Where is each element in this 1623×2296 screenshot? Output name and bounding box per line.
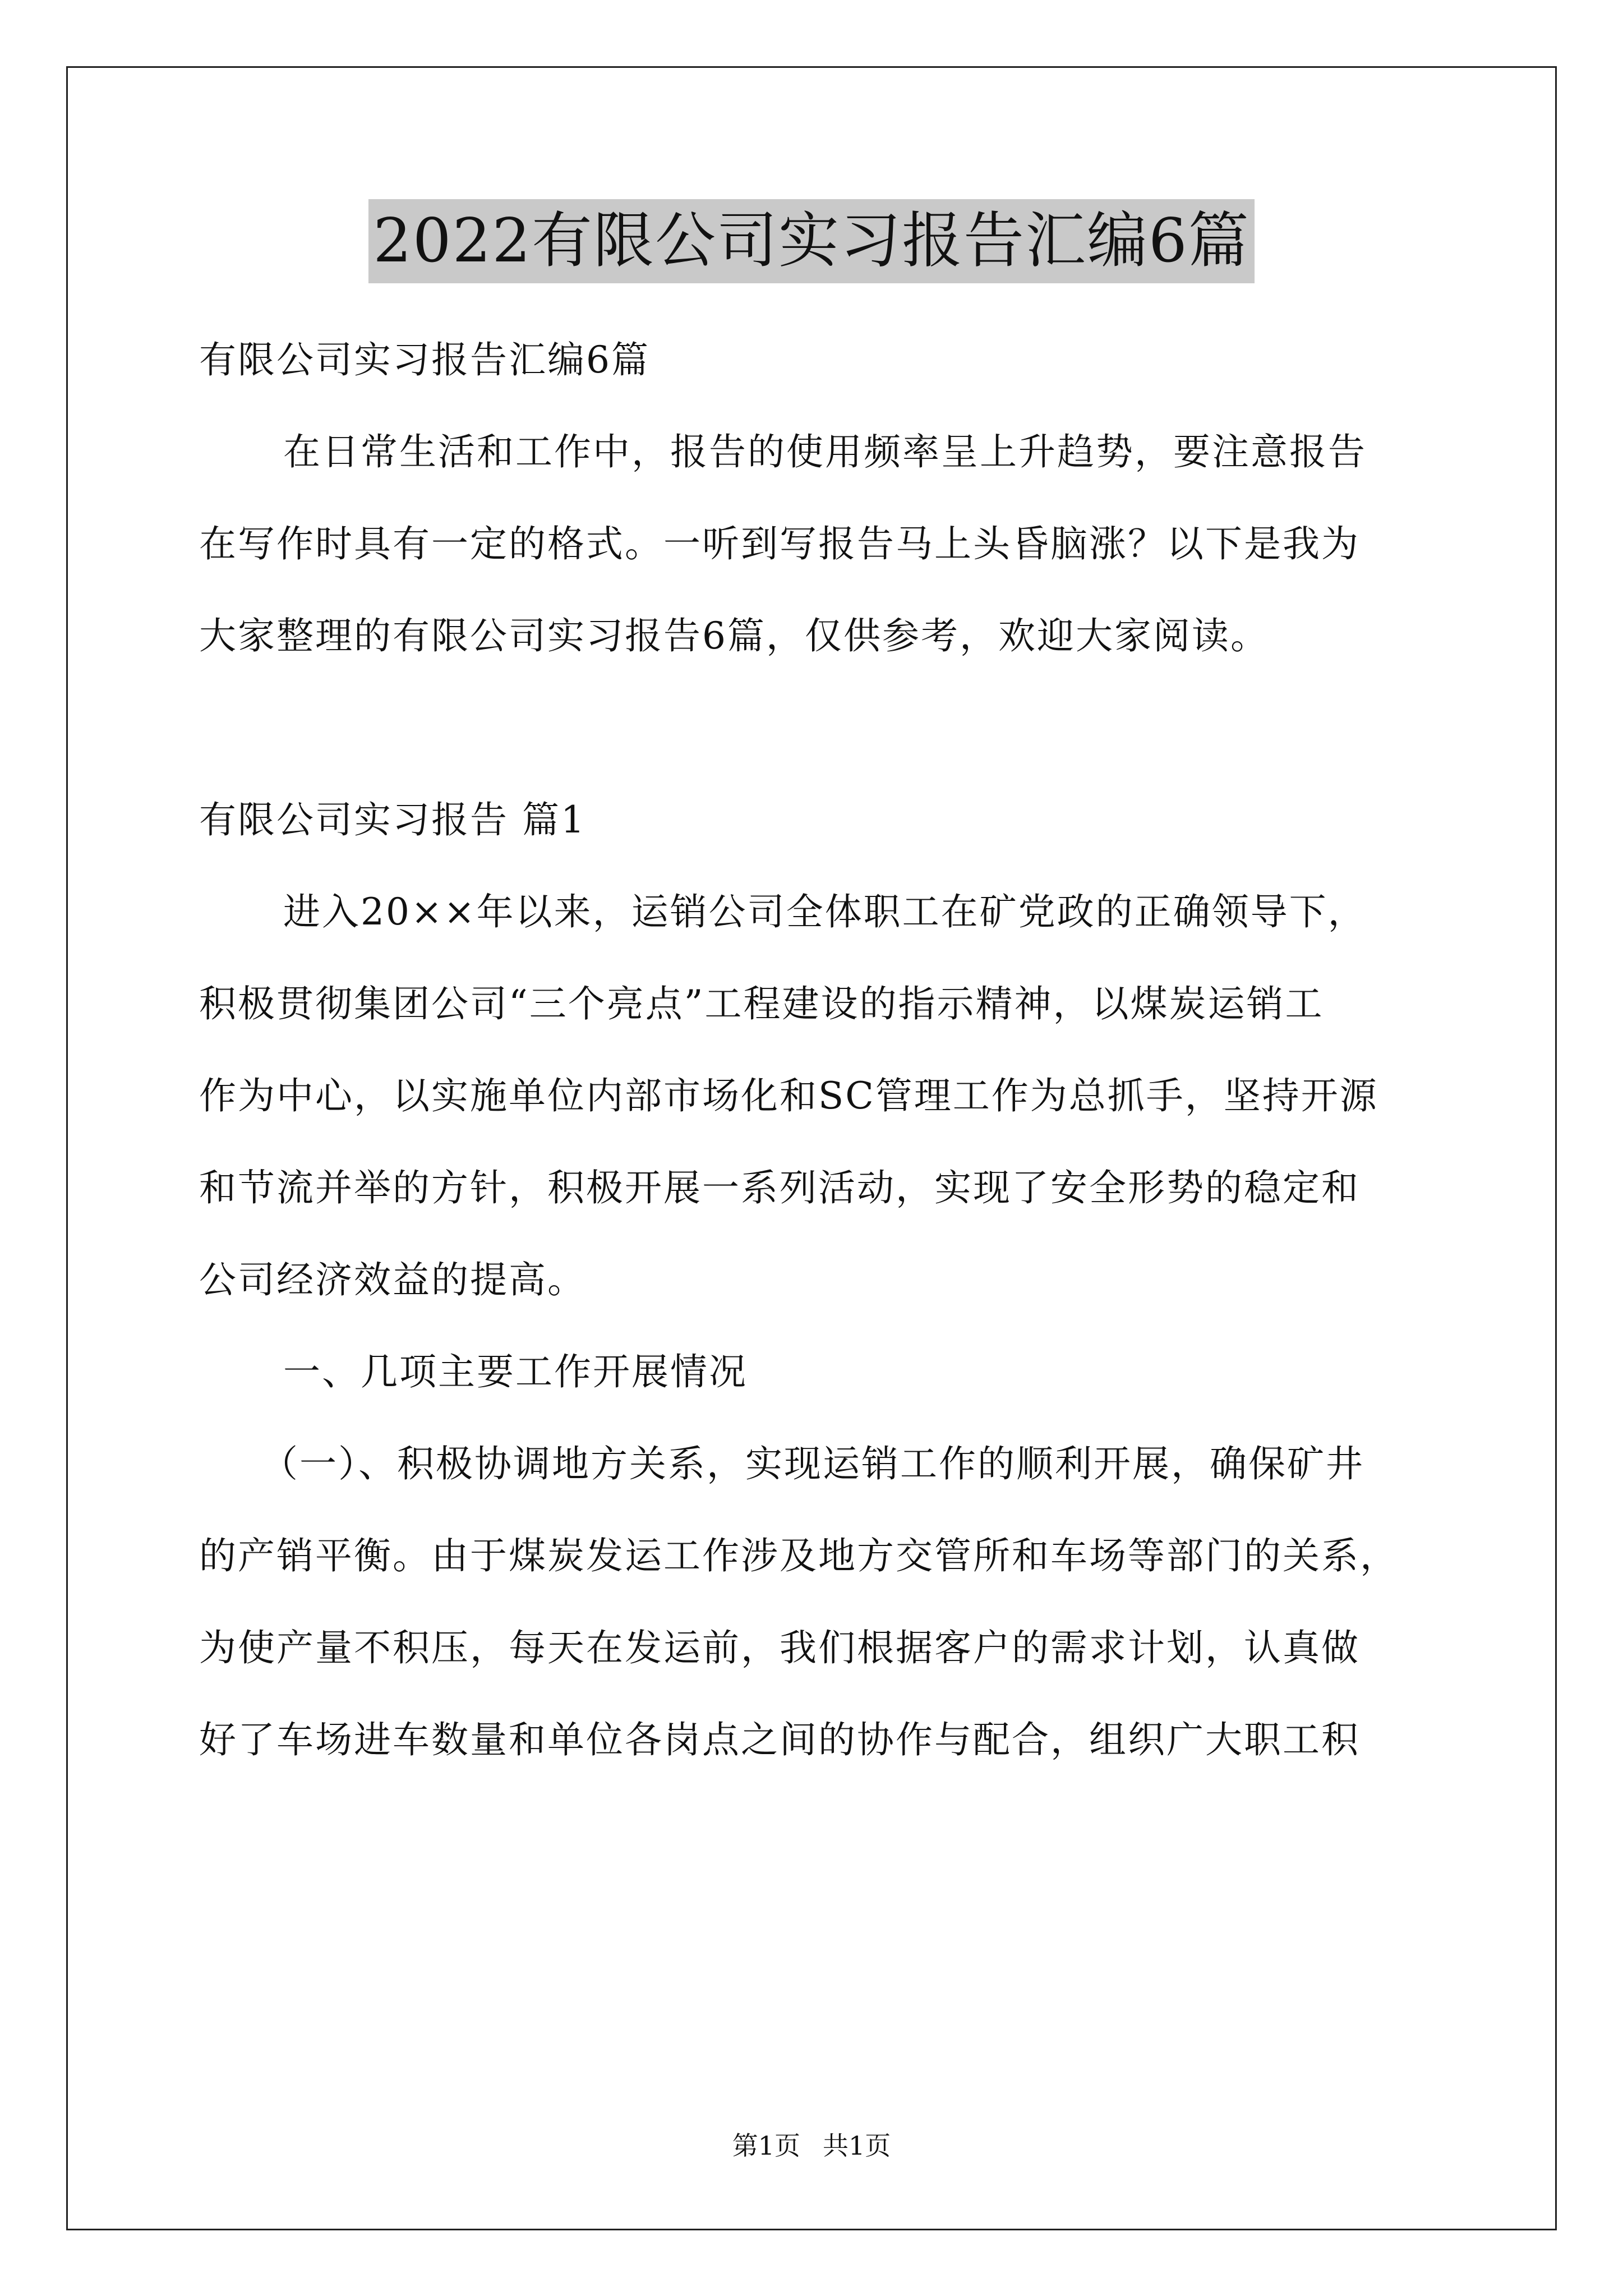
paragraph-line: （一）、积极协调地方关系，实现运销工作的顺利开展，确保矿井: [261, 1442, 1364, 1485]
intro-line-1: 在日常生活和工作中，报告的使用频率呈上升趋势，要注意报告: [283, 430, 1367, 473]
blank-line: [199, 682, 1433, 774]
paragraph-line: 和节流并举的方针，积极开展一系列活动，实现了安全形势的稳定和: [199, 1166, 1360, 1209]
paragraph-line: 公司经济效益的提高。: [199, 1258, 586, 1301]
subtitle-line: 有限公司实习报告汇编6篇: [199, 338, 650, 381]
paragraph-line: 进入20××年以来，运销公司全体职工在矿党政的正确领导下，: [283, 890, 1367, 933]
title-container: [0, 199, 1623, 283]
document-title: 2022有限公司实习报告汇编6篇: [368, 199, 1255, 283]
section-heading: 有限公司实习报告 篇1: [199, 798, 586, 841]
page-footer: [0, 2129, 1623, 2162]
paragraph-line: 积极贯彻集团公司“三个亮点”工程建设的指示精神，以煤炭运销工: [199, 982, 1324, 1025]
paragraph-line: 好了车场进车数量和单位各岗点之间的协作与配合，组织广大职工积: [199, 1718, 1360, 1761]
page-number: 第1页: [732, 2131, 800, 2161]
document-body: [199, 314, 1433, 1786]
subsection-heading: 一、几项主要工作开展情况: [283, 1350, 748, 1393]
page-total: 共1页: [823, 2131, 891, 2161]
paragraph-line: 为使产量不积压，每天在发运前，我们根据客户的需求计划，认真做: [199, 1626, 1360, 1669]
paragraph-line: 作为中心，以实施单位内部市场化和SC管理工作为总抓手，坚持开源: [199, 1074, 1378, 1117]
intro-line-2: 在写作时具有一定的格式。一听到写报告马上头昏脑涨？以下是我为: [199, 522, 1360, 565]
paragraph-line: 的产销平衡。由于煤炭发运工作涉及地方交管所和车场等部门的关系，: [199, 1534, 1399, 1577]
intro-line-3: 大家整理的有限公司实习报告6篇，仅供参考，欢迎大家阅读。: [199, 614, 1269, 657]
